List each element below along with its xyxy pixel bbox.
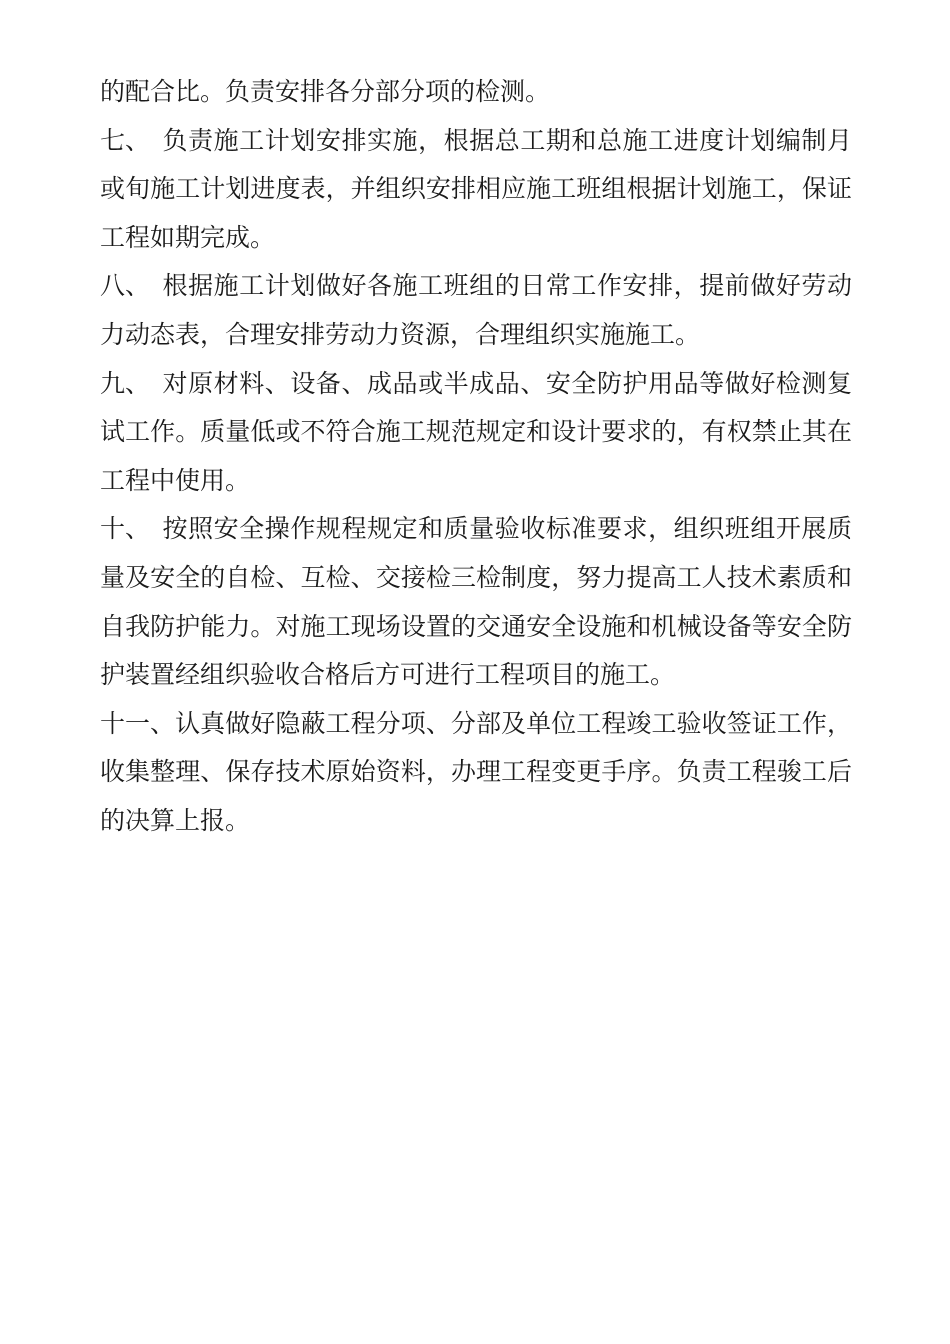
paragraph-text: 根据施工计划做好各施工班组的日常工作安排，提前做好劳动力动态表，合理安排劳动力资源，合理组织实施施工。 — [100, 271, 852, 349]
paragraph-item-10 — [100, 505, 852, 699]
paragraph-number: 九、 — [100, 368, 151, 398]
paragraph-number: 七、 — [100, 125, 151, 155]
paragraph-number: 十一、 — [100, 708, 176, 738]
paragraph-text: 负责施工计划安排实施，根据总工期和总施工进度计划编制月或旬施工计划进度表，并组织安排相应施工班组根据计划施工，保证工程如期完成。 — [100, 125, 852, 252]
paragraph-item-9 — [100, 360, 852, 506]
paragraph-text: 按照安全操作规程规定和质量验收标准要求，组织班组开展质量及安全的自检、互检、交接检三检制度，努力提高工人技术素质和自我防护能力。对施工现场设置的交通安全设施和机械设备等安全防护装置经组织验收合格后方可进行工程项目的施工。 — [100, 514, 852, 690]
paragraph-text: 的配合比。负责安排各分部分项的检测。 — [100, 77, 551, 106]
paragraph-text: 认真做好隐蔽工程分项、分部及单位工程竣工验收签证工作，收集整理、保存技术原始资料，办理工程变更手序。负责工程骏工后的决算上报。 — [100, 708, 852, 835]
paragraph-continuation — [100, 68, 852, 117]
paragraph-number: 十、 — [100, 514, 151, 544]
paragraph-text: 对原材料、设备、成品或半成品、安全防护用品等做好检测复试工作。质量低或不符合施工规范规定和设计要求的，有权禁止其在工程中使用。 — [100, 368, 852, 495]
paragraph-item-7 — [100, 117, 852, 263]
document-page — [100, 68, 852, 846]
paragraph-item-11 — [100, 700, 852, 846]
paragraph-number: 八、 — [100, 271, 151, 301]
paragraph-item-8 — [100, 262, 852, 359]
